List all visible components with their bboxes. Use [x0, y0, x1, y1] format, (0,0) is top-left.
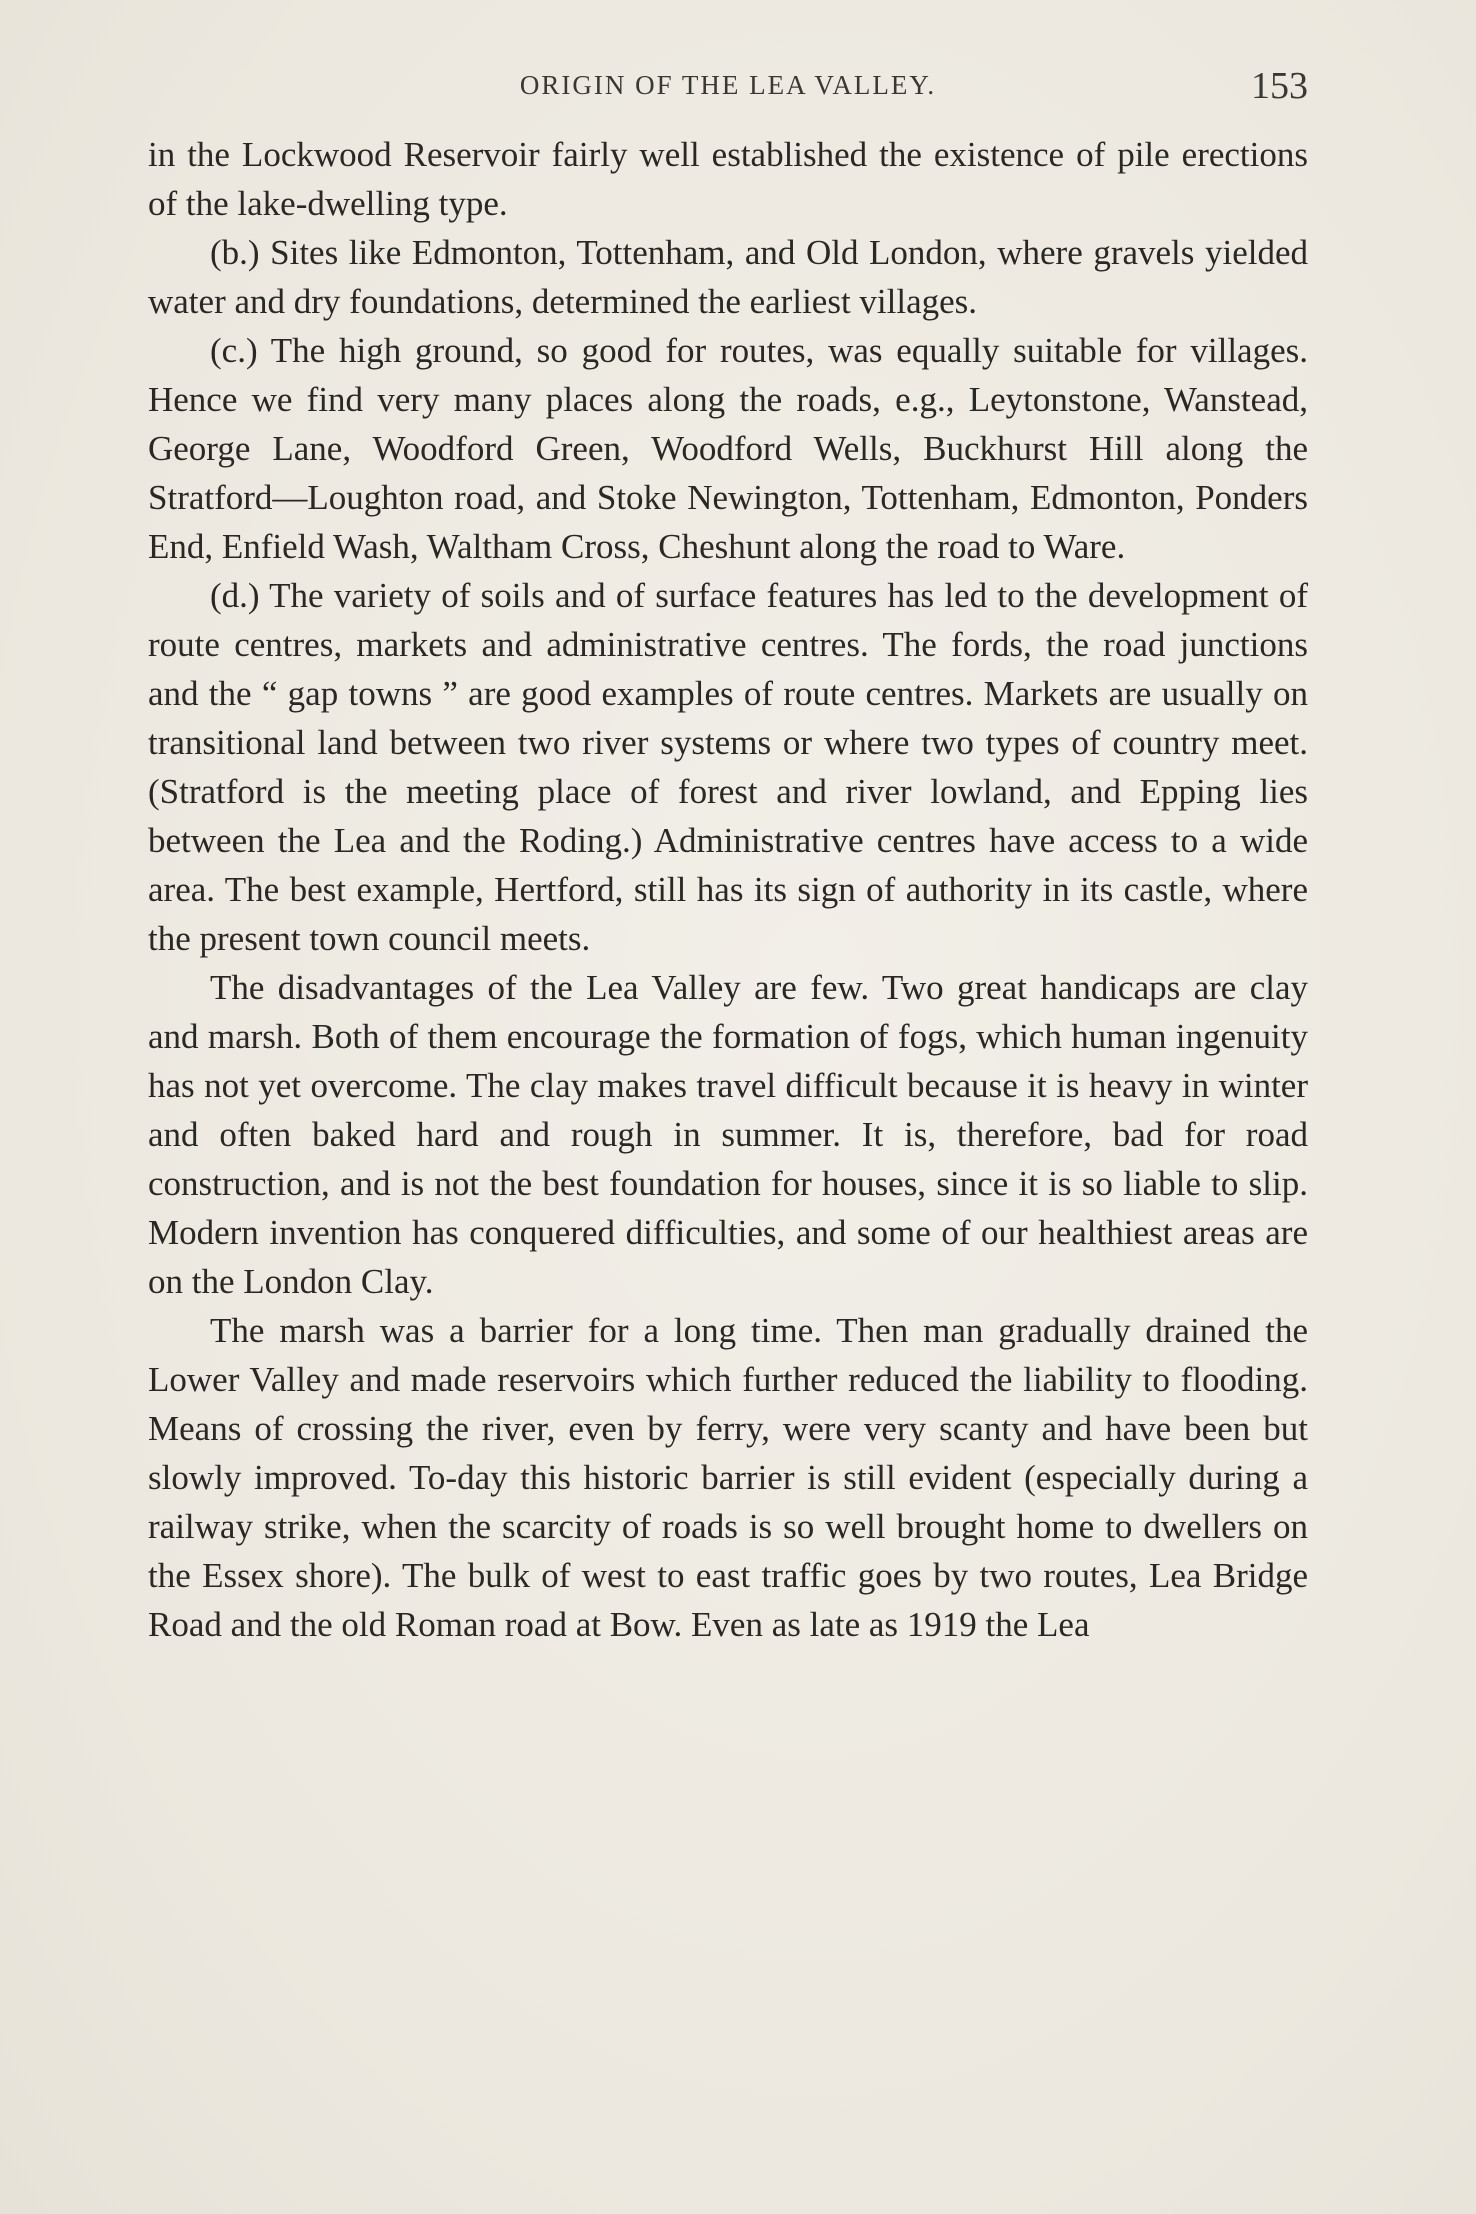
- running-title: ORIGIN OF THE LEA VALLEY.: [519, 70, 937, 100]
- page-number: 153: [1251, 65, 1308, 107]
- paragraph-pile-erections: in the Lockwood Reservoir fairly well established the existence of pile erections of the lake-dwelling type.: [148, 135, 1308, 223]
- body-text: [148, 130, 1308, 1649]
- paragraph-marsh-barrier: The marsh was a barrier for a long time. Then man gradually drained the Lower Valley and made reservoirs which further reduced the liability to flooding. Means of crossing the river, even by ferry, were very scanty and have been but slowly improved. To-day this historic barrier is still evident (especially during a railway strike, when the scarcity of roads is so well brought home to dwellers on the Essex shore). The bulk of west to east traffic goes by two routes, Lea Bridge Road and the old Roman road at Bow. Even as late as 1919 the Lea: [148, 1311, 1308, 1644]
- running-head: [148, 64, 1308, 114]
- paragraph-sites-gravels: (b.) Sites like Edmonton, Tottenham, and Old London, where gravels yielded water and dry foundations, determined the earliest villages.: [148, 233, 1308, 321]
- paragraph-disadvantages: The disadvantages of the Lea Valley are few. Two great handicaps are clay and marsh. Both of them encourage the formation of fogs, which human ingenuity has not yet overcome. The clay makes travel difficult because it is heavy in winter and often baked hard and rough in summer. It is, therefore, bad for road construction, and is not the best foundation for houses, since it is so liable to slip. Modern invention has conquered difficulties, and some of our healthiest areas are on the London Clay.: [148, 968, 1308, 1301]
- paragraph-high-ground: (c.) The high ground, so good for routes, was equally suitable for villages. Hence we find very many places along the roads, e.g., Leytonstone, Wanstead, George Lane, Woodford Green, Woodford Wells, Buckhurst Hill along the Stratford—Loughton road, and Stoke Newington, Tottenham, Edmonton, Ponders End, Enfield Wash, Waltham Cross, Cheshunt along the road to Ware.: [148, 331, 1308, 566]
- paragraph-route-centres: (d.) The variety of soils and of surface features has led to the development of route centres, markets and administrative centres. The fords, the road junctions and the “ gap towns ” are good examples of route centres. Markets are usually on transitional land between two river systems or where two types of country meet. (Stratford is the meeting place of forest and river lowland, and Epping lies between the Lea and the Roding.) Administrative centres have access to a wide area. The best example, Hertford, still has its sign of authority in its castle, where the present town council meets.: [148, 576, 1308, 958]
